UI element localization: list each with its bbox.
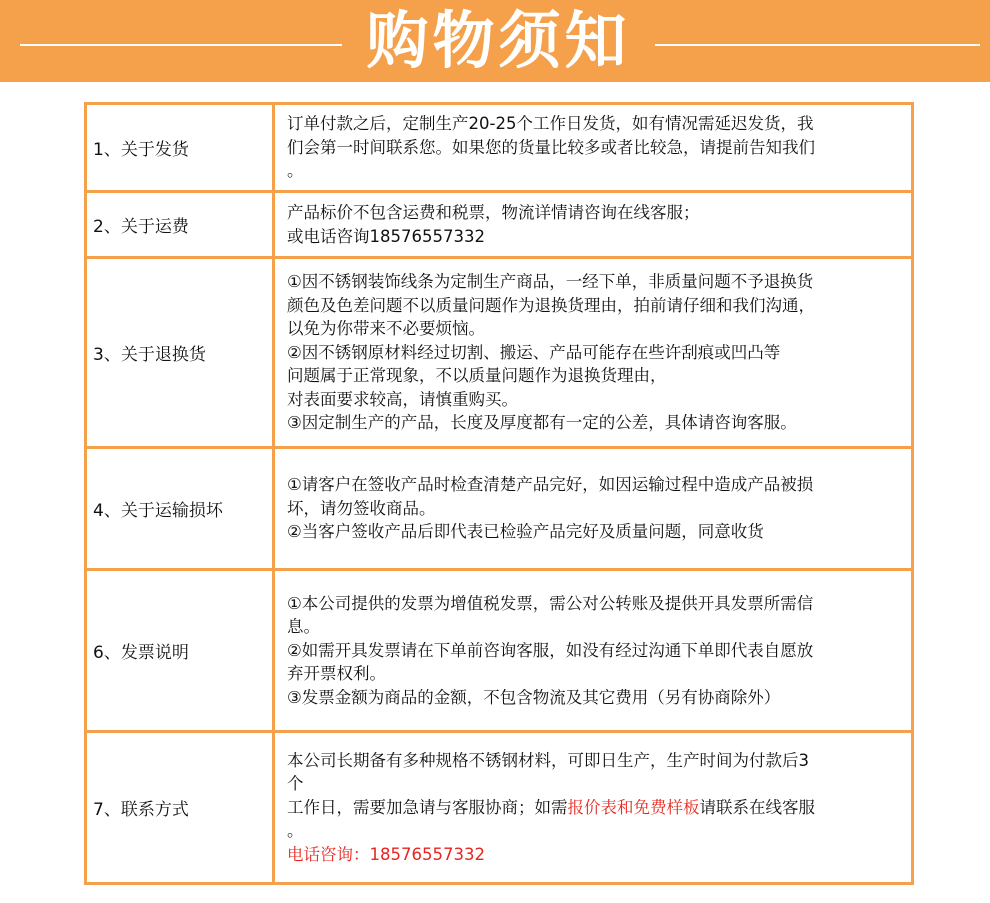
notice-table [84,102,914,885]
price-sample-highlight: 报价表和免费样板 [567,797,700,817]
row-label-shipping: 1、关于发货 [86,104,274,192]
row-content-freight [274,192,913,258]
content-paragraph: 订单付款之后，定制生产20-25个工作日发货，如有情况需延迟发货，我 们会第一时间联系您。如果您的货量比较多或者比较急，请提前告知我们 。 [287,114,815,181]
contact-paragraph [287,749,901,843]
table-row [86,104,913,192]
content-paragraph: ②当客户签收产品后即代表已检验产品完好及质量问题，同意收货 [287,522,764,542]
row-content-invoice [274,570,913,732]
table-row [86,258,913,448]
title-divider-right [655,44,980,46]
content-paragraph: ①本公司提供的发票为增值税发票，需公对公转账及提供开具发票所需信 息。 [287,593,814,637]
contact-intro-text: 本公司长期备有多种规格不锈钢材料，可即日生产，生产时间为付款后3 个 工作日，需要加急请与客服协商；如需 [287,750,809,817]
row-label-contact: 7、联系方式 [86,732,274,884]
content-paragraph: ②如需开具发票请在下单前咨询客服，如没有经过沟通下单即代表自愿放 弃开票权利。 [287,640,814,684]
row-content-transport-damage [274,448,913,570]
row-label-invoice: 6、发票说明 [86,570,274,732]
row-label-freight: 2、关于运费 [86,192,274,258]
row-label-transport-damage: 4、关于运输损坏 [86,448,274,570]
table-row [86,570,913,732]
content-paragraph: ①请客户在签收产品时检查清楚产品完好，如因运输过程中造成产品被损 坏，请勿签收商品。 [287,475,814,518]
content-paragraph: ②因不锈钢原材料经过切割、搬运、产品可能存在些许刮痕或凹凸等 问题属于正常现象，不以质量问题作为退换货理由， 对表面要求较高，请慎重购买。 [287,342,781,409]
row-label-returns: 3、关于退换货 [86,258,274,448]
row-content-contact [274,732,913,884]
title-divider-left [20,44,342,46]
content-paragraph: ③发票金额为商品的金额，不包含物流及其它费用（另有协商除外） [287,687,781,707]
phone-consult-text: 电话咨询：18576557332 [287,844,485,864]
table-row [86,192,913,258]
content-paragraph: ①因不锈钢装饰线条为定制生产商品，一经下单，非质量问题不予退换货 颜色及色差问题不以质量问题作为退换货理由，拍前请仔细和我们沟通， 以免为你带来不必要烦恼。 [287,272,815,339]
table-row [86,448,913,570]
content-paragraph: 产品标价不包含运费和税票，物流详情请咨询在线客服； 或电话咨询18576557332 [287,203,700,246]
contact-outro-text: 请联系在线客服 。 [287,797,815,841]
table-row [86,732,913,884]
page-title: 购物须知 [366,4,631,77]
row-content-shipping [274,104,913,192]
content-paragraph: ③因定制生产的产品，长度及厚度都有一定的公差，具体请咨询客服。 [287,413,797,433]
header-banner [0,0,990,82]
row-content-returns [274,258,913,448]
